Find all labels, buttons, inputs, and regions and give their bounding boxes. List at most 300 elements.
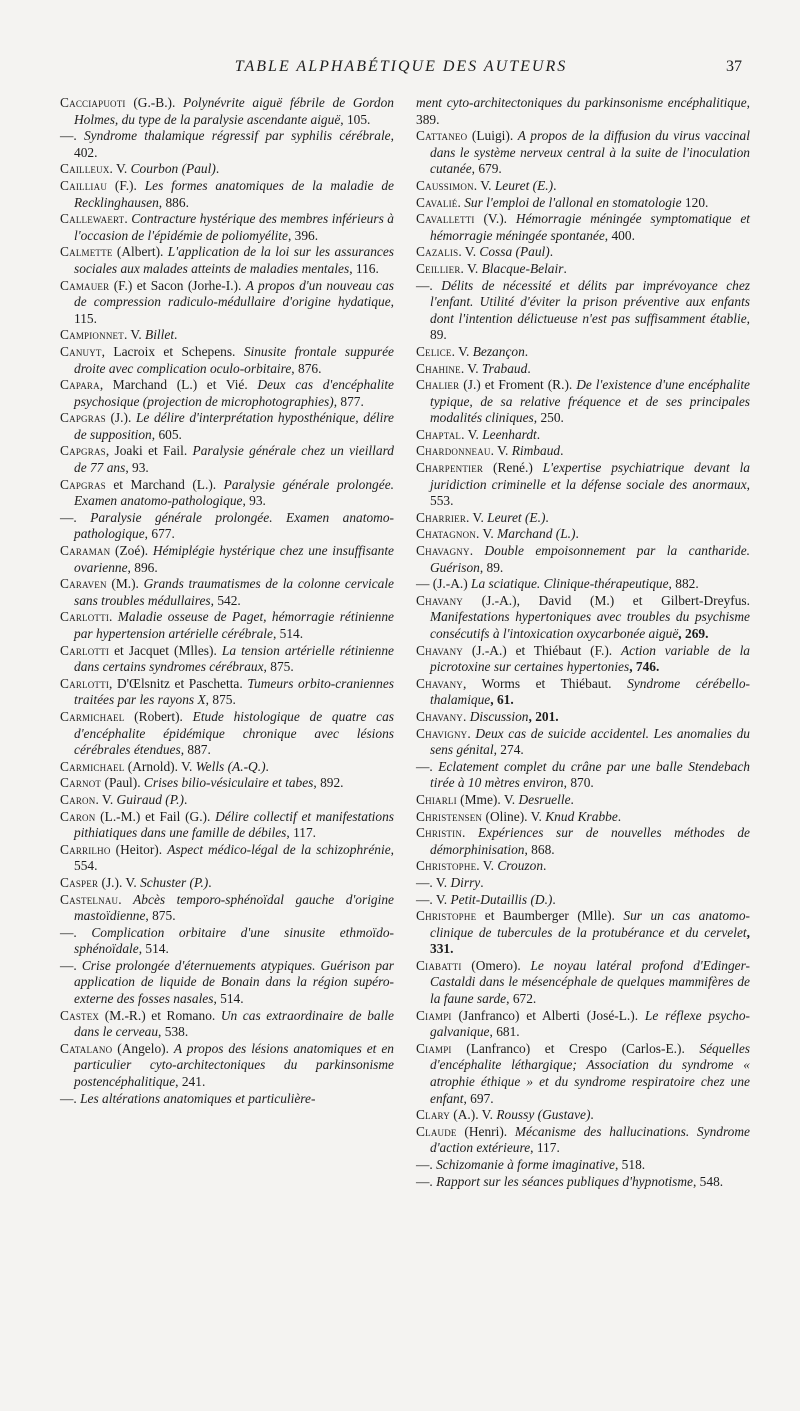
entry-details: . V. — [451, 343, 473, 359]
entry-page: . — [174, 327, 178, 343]
index-entry — [60, 1008, 394, 1041]
entry-title: Le délire d'interprétation hyposthénique, délire de supposition — [74, 410, 394, 442]
entry-details: , Joaki et Fail. — [105, 443, 193, 459]
index-entry — [416, 858, 750, 875]
index-entry — [60, 543, 394, 576]
author-name: Chavigny — [416, 725, 468, 741]
index-entry — [60, 510, 394, 543]
index-entry — [416, 195, 750, 212]
entry-title: Syndrome thalamique régressif par syphilis cérébrale — [83, 128, 391, 144]
entry-title: Etude histologique de quatre cas d'encéphalite épidémique chronique avec lésions cérébrales étendues — [74, 708, 394, 758]
entry-title: Discussion — [469, 708, 529, 724]
entry-page: , 105. — [340, 111, 371, 127]
index-entry — [416, 377, 750, 427]
entry-page: , 697. — [463, 1090, 494, 1106]
entry-page: , 274. — [493, 742, 524, 758]
index-entry — [60, 477, 394, 510]
entry-title: Paralysie générale chez un vieillard de 77 ans — [74, 443, 394, 476]
entry-title: Grands traumatismes de la colonne cervicale sans troubles médullaires — [74, 576, 394, 608]
index-entry — [60, 211, 394, 244]
entry-title: Maladie osseuse de Paget, hémorragie rétinienne par hypertension artérielle cérébrale — [74, 609, 394, 641]
entry-page: . — [570, 791, 574, 807]
entry-title: La sciatique. Clinique-thérapeutique — [471, 576, 669, 592]
index-entry — [60, 875, 394, 892]
author-name: Capgras — [60, 410, 106, 426]
index-entry — [60, 709, 394, 759]
index-entry — [416, 1124, 750, 1157]
entry-title: Leenhardt — [482, 426, 537, 442]
index-entry — [416, 510, 750, 527]
entry-page: , 61. — [490, 692, 514, 708]
entry-details: (A.). V. — [449, 1107, 497, 1123]
entry-title: A propos des lésions anatomiques et en particulier cyto-architectoniques du parkinsonisme postencéphalitique — [74, 1040, 394, 1090]
index-entry — [60, 344, 394, 377]
entry-page: , 886. — [158, 194, 189, 210]
entry-title: Séquelles d'encéphalite léthargique; Association du syndrome « atrophie éthique » et du syndrome respiratoire chez une enfant — [430, 1040, 750, 1106]
entry-page: , 538. — [158, 1024, 189, 1040]
entry-title: Polynévrite aiguë fébrile de Gordon Holmes, du type de la paralysie ascendante aiguë — [74, 95, 394, 127]
entry-page: , 93. — [242, 493, 266, 509]
entry-title: Délire collectif et manifestations pithiatiques dans une famille de débiles — [74, 808, 394, 841]
author-name: Carlotti — [60, 609, 110, 625]
entry-title: Desruelle — [518, 791, 571, 807]
entry-details: (Henri). — [456, 1123, 515, 1139]
entry-details: (Mme). V. — [456, 791, 519, 807]
entry-details: . V. — [460, 260, 482, 276]
entry-title: Hémorragie méningée symptomatique et hémorragie méningée spontanée — [430, 211, 750, 243]
index-entry — [60, 1091, 394, 1108]
entry-title: Le noyau latéral profond d'Edinger-Castaldi dans le mésencéphale de quelques mammifères de la faune sarde — [430, 957, 750, 1007]
index-entry — [416, 443, 750, 460]
entry-page: . — [480, 874, 484, 890]
entry-details: —. — [416, 758, 439, 774]
author-name: Cattaneo — [416, 128, 468, 144]
author-name: Canuyt — [60, 343, 102, 359]
entry-page: , 896. — [127, 559, 158, 575]
author-name: Carlotti — [60, 642, 110, 658]
author-name: Caraven — [60, 576, 107, 592]
entry-title: Les formes anatomiques de la maladie de Recklinghausen — [74, 177, 394, 210]
entry-page: , 679. — [471, 161, 502, 177]
entry-details: . V. — [458, 244, 480, 260]
entry-details: . V. — [476, 858, 498, 874]
author-name: Capgras — [60, 476, 106, 492]
index-entry — [60, 377, 394, 410]
entry-title: Schuster (P.) — [140, 874, 209, 890]
entry-page: . — [183, 791, 188, 807]
author-name: Celice — [416, 343, 452, 359]
entry-page: . — [549, 244, 554, 260]
entry-details: . — [462, 825, 478, 841]
index-entry — [60, 95, 394, 128]
entry-page: , 89. — [479, 559, 504, 575]
author-name: Chavany — [416, 642, 464, 658]
entry-title: Leuret (E.) — [494, 177, 554, 193]
entry-page: , 875. — [263, 659, 294, 675]
index-entry — [60, 958, 394, 1008]
entry-page: , 250. — [533, 410, 564, 426]
author-name: Carlotti — [60, 675, 110, 691]
entry-page: . — [560, 443, 564, 459]
entry-page: . — [590, 1107, 594, 1123]
entry-page: . — [543, 858, 547, 874]
entry-page: , 542. — [210, 592, 241, 608]
entry-details: , Worms et Thiébaut. — [463, 675, 628, 691]
entry-details: . — [124, 211, 132, 227]
entry-details: . V. — [490, 443, 512, 459]
entry-title: Roussy (Gustave) — [496, 1107, 591, 1123]
entry-title: Complication orbitaire d'une sinusite ethmoïdo-sphénoïdale — [74, 924, 395, 957]
entry-details: (Heitor). — [110, 841, 168, 857]
index-entry — [416, 643, 750, 676]
index-entry — [60, 128, 394, 161]
entry-title: Wells (A.-Q.) — [195, 758, 266, 774]
author-name: Charpentier — [416, 460, 484, 476]
author-name: Ciampi — [416, 1007, 452, 1023]
entry-details: —. V. — [416, 891, 451, 907]
index-entry — [416, 1041, 750, 1107]
entry-title: Paralysie générale prolongée. Examen anatomo-pathologique — [74, 509, 394, 542]
author-name: Christensen — [416, 808, 483, 824]
index-entry — [60, 1041, 394, 1091]
index-entry — [416, 1157, 750, 1174]
entry-page: . — [617, 808, 622, 824]
entry-title: Cossa (Paul) — [479, 244, 550, 260]
index-entry — [416, 875, 750, 892]
entry-title: Blacque-Belair — [481, 260, 564, 276]
left-column — [60, 95, 394, 1190]
index-entry — [416, 958, 750, 1008]
entry-page: , 868. — [524, 841, 555, 857]
entry-page: , 518. — [614, 1157, 646, 1172]
index-entry — [416, 825, 750, 858]
entry-details: (Robert). — [124, 708, 193, 724]
entry-details: . — [467, 725, 476, 741]
entry-details: (V.). — [474, 211, 516, 227]
entry-details: (Luigi). — [467, 128, 518, 144]
entry-title: Deux cas d'encéphalite psychosique (projection de microphotographies) — [74, 377, 394, 409]
author-name: Callewaert — [60, 211, 125, 227]
entry-details: (J.-A.), David (M.) et Gilbert-Dreyfus. — [463, 592, 750, 608]
author-name: Capara — [60, 377, 100, 393]
entry-title: Courbon (Paul) — [130, 161, 216, 177]
author-name: Chiarli — [416, 791, 457, 807]
entry-title: A propos d'un nouveau cas de compression radiculo-médullaire d'origine hydatique — [74, 277, 394, 310]
entry-title: Dirry — [450, 874, 481, 890]
index-entry — [416, 892, 750, 909]
index-entry — [60, 244, 394, 277]
entry-title: Double empoisonnement par la cantharide. Guérison — [430, 543, 750, 575]
entry-details: —. — [60, 924, 92, 940]
entry-details: et Baumberger (Mlle). — [476, 908, 624, 924]
index-entry — [60, 759, 394, 776]
entry-page: , 554. — [74, 841, 395, 874]
entry-page: , 548. — [692, 1173, 724, 1189]
index-entry — [60, 178, 394, 211]
author-name: Capgras — [60, 443, 106, 459]
index-columns — [60, 95, 750, 1190]
index-entry — [60, 842, 394, 875]
author-name: Chavany — [416, 708, 464, 724]
author-name: Carmichael — [60, 758, 125, 774]
entry-title: Un cas extraordinaire de balle dans le cerveau — [74, 1007, 394, 1040]
entry-title: Hémiplégie hystérique chez une insuffisante ovarienne — [74, 543, 394, 575]
entry-page: , 402. — [74, 128, 394, 160]
entry-page: , 553. — [430, 476, 750, 509]
entry-page: , 605. — [151, 426, 182, 442]
entry-title: Crise prolongée d'éternuements atypiques. Guérison par application de liquide de Bonain dans la région supéro-externe des fosses nasales — [74, 957, 394, 1007]
index-entry — [60, 161, 394, 178]
index-entry — [416, 726, 750, 759]
author-name: Chatagnon — [416, 526, 477, 542]
index-entry — [416, 576, 750, 593]
entry-page: . — [553, 177, 557, 193]
entry-details: —. — [416, 1173, 437, 1189]
entry-page: , 514. — [272, 626, 304, 641]
entry-page: , 746. — [629, 659, 660, 675]
index-entry — [416, 543, 750, 576]
entry-details: (Zoé). — [110, 543, 153, 559]
entry-page: , 875. — [205, 692, 236, 708]
entry-details: (Lanfranco) et Crespo (Carlos-E.). — [451, 1040, 700, 1056]
entry-title: Délits de nécessité et délits par imprévoyance chez l'enfant. Utilité d'éviter la prison préventive aux enfants dont l'intention délictueuse n'est pas suffisamment établie — [430, 277, 751, 326]
entry-page: . — [552, 891, 556, 907]
author-name: Ciampi — [416, 1040, 452, 1056]
index-entry — [60, 327, 394, 344]
entry-page: . — [265, 758, 269, 774]
entry-details: —. — [416, 277, 442, 293]
entry-title: Eclatement complet du crâne par une balle Stendebach tirée à 10 mètres environ — [430, 758, 750, 791]
entry-page: , 514. — [213, 991, 244, 1007]
entry-page: , 241. — [175, 1074, 206, 1090]
index-entry — [416, 1107, 750, 1124]
entry-title: Mécanisme des hallucinations. Syndrome d'action extérieure — [430, 1123, 750, 1156]
entry-details: —. V. — [416, 874, 451, 890]
entry-details: (G.-B.). — [125, 95, 184, 110]
entry-title: Schizomanie à forme imaginative — [436, 1157, 615, 1172]
author-name: Calmette — [60, 244, 113, 260]
author-name: Chahine — [416, 360, 461, 376]
entry-details: —. — [60, 128, 84, 144]
author-name: Ceillier — [416, 260, 461, 276]
entry-details: (M.). — [106, 576, 144, 592]
index-entry — [416, 178, 750, 195]
entry-page: , 514. — [138, 941, 169, 957]
author-name: Cavalletti — [416, 211, 475, 227]
index-entry — [416, 526, 750, 543]
entry-details: —. — [60, 957, 82, 973]
entry-page: , 331. — [430, 924, 750, 957]
entry-details: . V. — [95, 791, 117, 807]
index-entry — [60, 809, 394, 842]
entry-page: , 876. — [291, 360, 322, 376]
entry-details: . V. — [461, 426, 483, 442]
entry-details: (Janfranco) et Alberti (José-L.). — [451, 1007, 645, 1023]
entry-details: (J.-A.) et Thiébaut (F.). — [463, 642, 621, 658]
entry-page: , 117. — [530, 1140, 560, 1156]
entry-details: . — [463, 708, 470, 724]
index-entry — [416, 261, 750, 278]
index-entry — [416, 792, 750, 809]
entry-details: (Paul). — [101, 775, 144, 791]
entry-title: De l'existence d'une encéphalite typique, de sa relative fréquence et de ses principales modalités cliniques — [430, 377, 750, 426]
entry-title: Contracture hystérique des membres inférieurs à l'occasion de l'épidémie de poliomyélite — [74, 211, 394, 243]
entry-title: Expériences sur de nouvelles méthodes de démorphinisation — [430, 825, 750, 857]
entry-title: Crises bilio-vésiculaire et tabes — [143, 775, 314, 791]
entry-details: (Oline). V. — [482, 808, 546, 824]
author-name: Carnot — [60, 775, 102, 791]
entry-title: Petit-Dutaillis (D.) — [450, 891, 553, 907]
author-name: Ciabatti — [416, 957, 462, 973]
index-entry — [416, 244, 750, 261]
entry-details: . V. — [473, 177, 495, 193]
entry-page: , 681. — [489, 1024, 520, 1040]
author-name: Cazalis — [416, 244, 459, 260]
author-name: Castex — [60, 1007, 100, 1023]
entry-details: . — [109, 609, 118, 625]
entry-page: . — [208, 874, 212, 890]
author-name: Catalano — [60, 1040, 113, 1056]
entry-details: , Lacroix et Schepens. — [101, 343, 244, 359]
entry-details: et Marchand (L.). — [105, 476, 224, 492]
entry-page: , 389. — [416, 95, 750, 127]
entry-title: ment cyto-architectoniques du parkinsonisme encéphalitique — [416, 95, 747, 110]
entry-details: . V. — [476, 526, 498, 542]
author-name: Chavany — [416, 592, 464, 608]
entry-details: (F.) et Sacon (Jorhe-I.). — [109, 277, 246, 293]
index-entry — [60, 443, 394, 476]
author-name: Cacciapuoti — [60, 95, 126, 110]
entry-title: Rapport sur les séances publiques d'hypnotisme — [436, 1173, 693, 1189]
entry-page: , 89. — [430, 310, 750, 343]
author-name: Cavalié — [416, 194, 458, 210]
right-column — [416, 95, 750, 1190]
entry-details: — (J.-A.) — [416, 576, 472, 592]
index-entry — [60, 925, 394, 958]
index-entry — [416, 676, 750, 709]
author-name: Chaptal — [416, 426, 462, 442]
entry-page: . — [563, 260, 567, 276]
index-entry — [416, 278, 750, 344]
entry-details: (J.). V. — [98, 874, 141, 890]
entry-title: Aspect médico-légal de la schizophrénie — [167, 841, 391, 857]
author-name: Castelnau — [60, 891, 119, 907]
entry-details: . — [118, 891, 134, 907]
index-entry — [60, 775, 394, 792]
author-name: Claude — [416, 1123, 457, 1139]
entry-details: . — [457, 194, 465, 210]
entry-details: (René.) — [483, 460, 543, 476]
author-name: Caron — [60, 808, 96, 824]
entry-title: Manifestations hypertoniques avec troubles du psychisme consécutifs à l'intoxication oxycarbonée aiguë — [430, 609, 750, 641]
entry-details: (F.). — [107, 177, 145, 193]
author-name: Casper — [60, 874, 99, 890]
entry-page: , 400. — [604, 227, 635, 243]
entry-details: (J.) et Froment (R.). — [459, 377, 577, 393]
entry-title: Le réflexe psycho-galvanique — [430, 1007, 750, 1040]
entry-page: , 672. — [506, 991, 537, 1007]
entry-details: (Arnold). V. — [124, 758, 196, 774]
entry-page: , 115. — [74, 294, 394, 326]
index-entry — [416, 211, 750, 244]
entry-details: —. — [60, 1090, 81, 1106]
entry-title: Knud Krabbe — [545, 808, 618, 824]
index-entry — [416, 1174, 750, 1191]
index-entry — [60, 278, 394, 328]
entry-details: —. — [60, 509, 91, 525]
index-entry — [416, 128, 750, 178]
entry-title: Marchand (L.) — [497, 526, 576, 542]
entry-details: . — [469, 543, 485, 559]
page-number: 37 — [726, 58, 742, 75]
entry-details: , D'Œlsnitz et Paschetta. — [109, 675, 248, 691]
author-name: Chalier — [416, 377, 460, 393]
entry-title: Sinusite frontale suppurée droite avec complication oculo-orbitaire — [74, 343, 395, 376]
author-name: Camauer — [60, 277, 110, 293]
entry-page: , 870. — [563, 775, 594, 791]
entry-details: . V. — [460, 360, 482, 376]
entry-page: . — [575, 526, 579, 542]
entry-details: —. — [416, 1157, 437, 1172]
entry-page: , 677. — [144, 526, 175, 542]
entry-page: , 269. — [678, 626, 709, 641]
index-entry — [60, 892, 394, 925]
author-name: Carmichael — [60, 708, 125, 724]
entry-page: , 887. — [180, 742, 211, 758]
index-entry — [60, 676, 394, 709]
entry-title: Action variable de la picrotoxine sur certaines hypertonies — [430, 642, 750, 675]
author-name: Caron — [60, 791, 96, 807]
entry-title: Bezançon — [472, 343, 525, 359]
entry-title: Syndrome cérébello-thalamique — [430, 675, 750, 708]
entry-details: (Angelo). — [112, 1040, 174, 1056]
entry-details: et Jacquet (Mlles). — [109, 642, 222, 658]
entry-page: , 396. — [287, 227, 319, 243]
index-entry — [416, 427, 750, 444]
entry-title: Paralysie générale prolongée. Examen anatomo-pathologique — [74, 476, 394, 509]
entry-page: . — [536, 426, 541, 442]
author-name: Campionnet — [60, 327, 124, 343]
index-entry — [60, 643, 394, 676]
entry-title: L'application de la loi sur les assurances sociales aux malades atteints de maladies mentales — [74, 244, 395, 276]
entry-page: , 892. — [313, 775, 344, 791]
entry-title: A propos de la diffusion du virus vaccinal dans le système nerveux central à la suite de l'inoculation cutanée — [430, 128, 750, 177]
author-name: Chavany — [416, 675, 464, 691]
author-name: Charrier — [416, 509, 467, 525]
entry-page: . — [545, 509, 549, 525]
entry-page: , 116. — [349, 260, 379, 276]
entry-title: Guiraud (P.) — [116, 791, 184, 807]
entry-page: . — [215, 161, 220, 177]
entry-title: Trabaud — [481, 360, 528, 376]
entry-details: , Marchand (L.) et Vié. — [99, 377, 258, 393]
entry-title: Tumeurs orbito-craniennes traitées par les rayons X — [74, 675, 394, 708]
index-entry — [416, 908, 750, 958]
index-entry — [416, 344, 750, 361]
entry-details: . V. — [109, 161, 131, 177]
index-entry — [60, 410, 394, 443]
entry-title: Deux cas de suicide accidentel. Les anomalies du sens génital — [430, 725, 750, 758]
entry-title: Billet — [145, 327, 175, 343]
index-entry — [60, 609, 394, 642]
author-name: Carrilho — [60, 841, 111, 857]
entry-page: , 201. — [528, 708, 559, 724]
entry-title: Sur l'emploi de l'allonal en stomatologie — [464, 194, 682, 210]
author-name: Chavagny — [416, 543, 470, 559]
index-entry — [416, 95, 750, 128]
index-entry — [416, 460, 750, 510]
entry-page: , 93. — [125, 460, 149, 476]
